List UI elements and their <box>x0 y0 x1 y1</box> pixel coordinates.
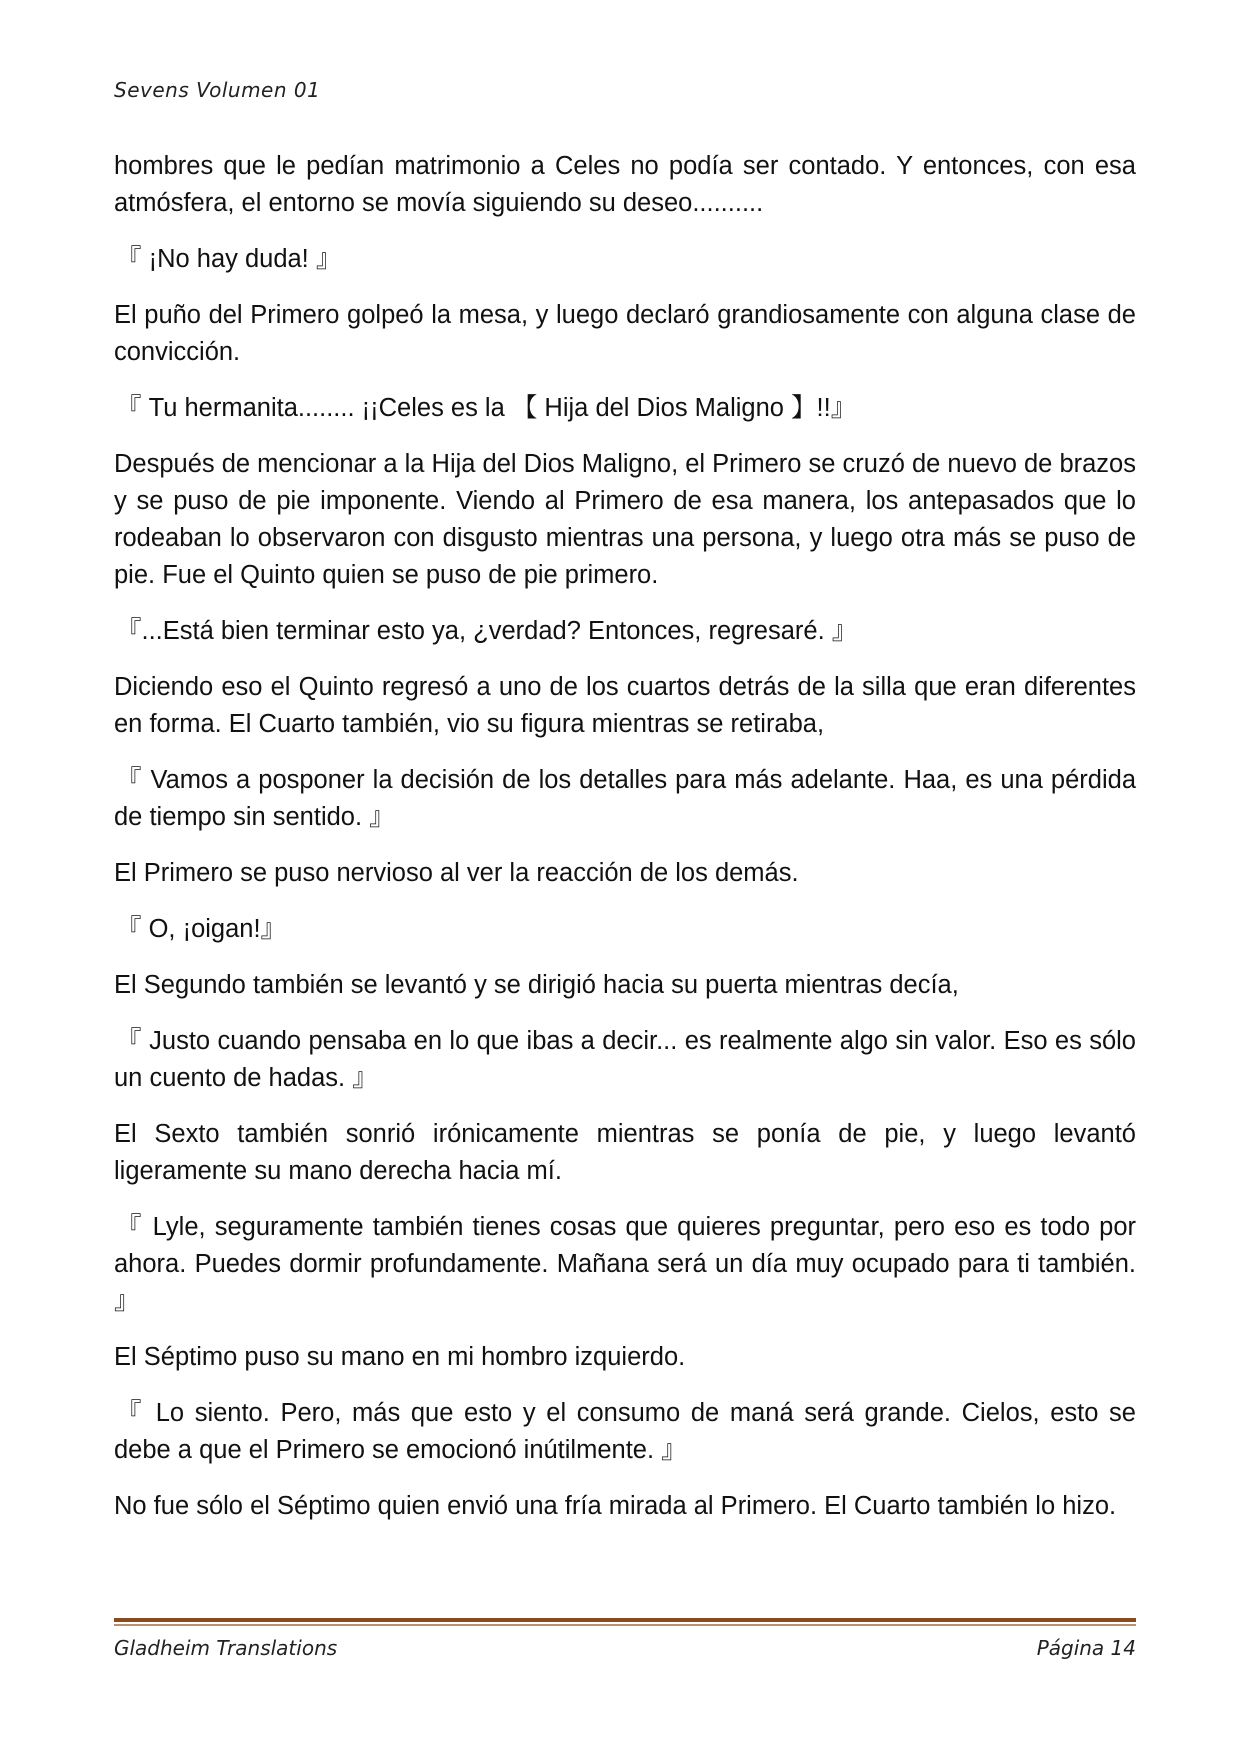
page-body <box>114 148 1136 1544</box>
running-header: Sevens Volumen 01 <box>114 78 321 102</box>
dialogue: 『 O, ¡oigan!』 <box>116 915 287 943</box>
dialogue: 『 ¡No hay duda! 』 <box>116 245 342 273</box>
dialogue: 『 Tu hermanita........ ¡¡Celes es la 【 Hija del Dios Maligno 】!!』 <box>116 394 857 422</box>
dialogue: 『 Justo cuando pensaba en lo que ibas a decir... es realmente algo sin valor. Eso es sólo un cuento de hadas. 』 <box>114 1027 1136 1092</box>
paragraph: El Primero se puso nervioso al ver la reacción de los demás. <box>114 859 799 887</box>
paragraph: El puño del Primero golpeó la mesa, y luego declaró grandiosamente con alguna clase de convicción. <box>114 301 1136 366</box>
paragraph: Diciendo eso el Quinto regresó a uno de los cuartos detrás de la silla que eran diferentes en forma. El Cuarto también, vio su figura mientras se retiraba, <box>114 673 1136 738</box>
paragraph: El Séptimo puso su mano en mi hombro izquierdo. <box>114 1343 686 1371</box>
paragraph: El Segundo también se levantó y se dirigió hacia su puerta mientras decía, <box>114 971 959 999</box>
paragraph: No fue sólo el Séptimo quien envió una fría mirada al Primero. El Cuarto también lo hizo. <box>114 1492 1117 1520</box>
footer-rule <box>114 1618 1136 1622</box>
footer-publisher: Gladheim Translations <box>114 1636 338 1660</box>
dialogue: 『 Lo siento. Pero, más que esto y el consumo de maná será grande. Cielos, esto se debe a que el Primero se emocionó inútilmente. 』 <box>114 1399 1136 1464</box>
footer-rule-thin <box>114 1624 1136 1626</box>
page-number: Página 14 <box>1036 1636 1136 1660</box>
paragraph: Después de mencionar a la Hija del Dios Maligno, el Primero se cruzó de nuevo de brazos y se puso de pie imponente. Viendo al Primero de esa manera, los antepasados que lo rodeaban lo observaron con disgusto mientras una persona, y luego otra más se puso de pie. Fue el Quinto quien se puso de pie primero. <box>114 450 1136 589</box>
paragraph: hombres que le pedían matrimonio a Celes no podía ser contado. Y entonces, con esa atmósfera, el entorno se movía siguiendo su deseo.......... <box>114 152 1136 217</box>
dialogue: 『...Está bien terminar esto ya, ¿verdad? Entonces, regresaré. 』 <box>116 617 858 645</box>
dialogue: 『 Vamos a posponer la decisión de los detalles para más adelante. Haa, es una pérdida de tiempo sin sentido. 』 <box>114 766 1136 831</box>
dialogue: 『 Lyle, seguramente también tienes cosas que quieres preguntar, pero eso es todo por ahora. Puedes dormir profundamente. Mañana será un día muy ocupado para ti también. 』 <box>114 1213 1136 1315</box>
paragraph: El Sexto también sonrió irónicamente mientras se ponía de pie, y luego levantó ligeramente su mano derecha hacia mí. <box>114 1120 1136 1185</box>
